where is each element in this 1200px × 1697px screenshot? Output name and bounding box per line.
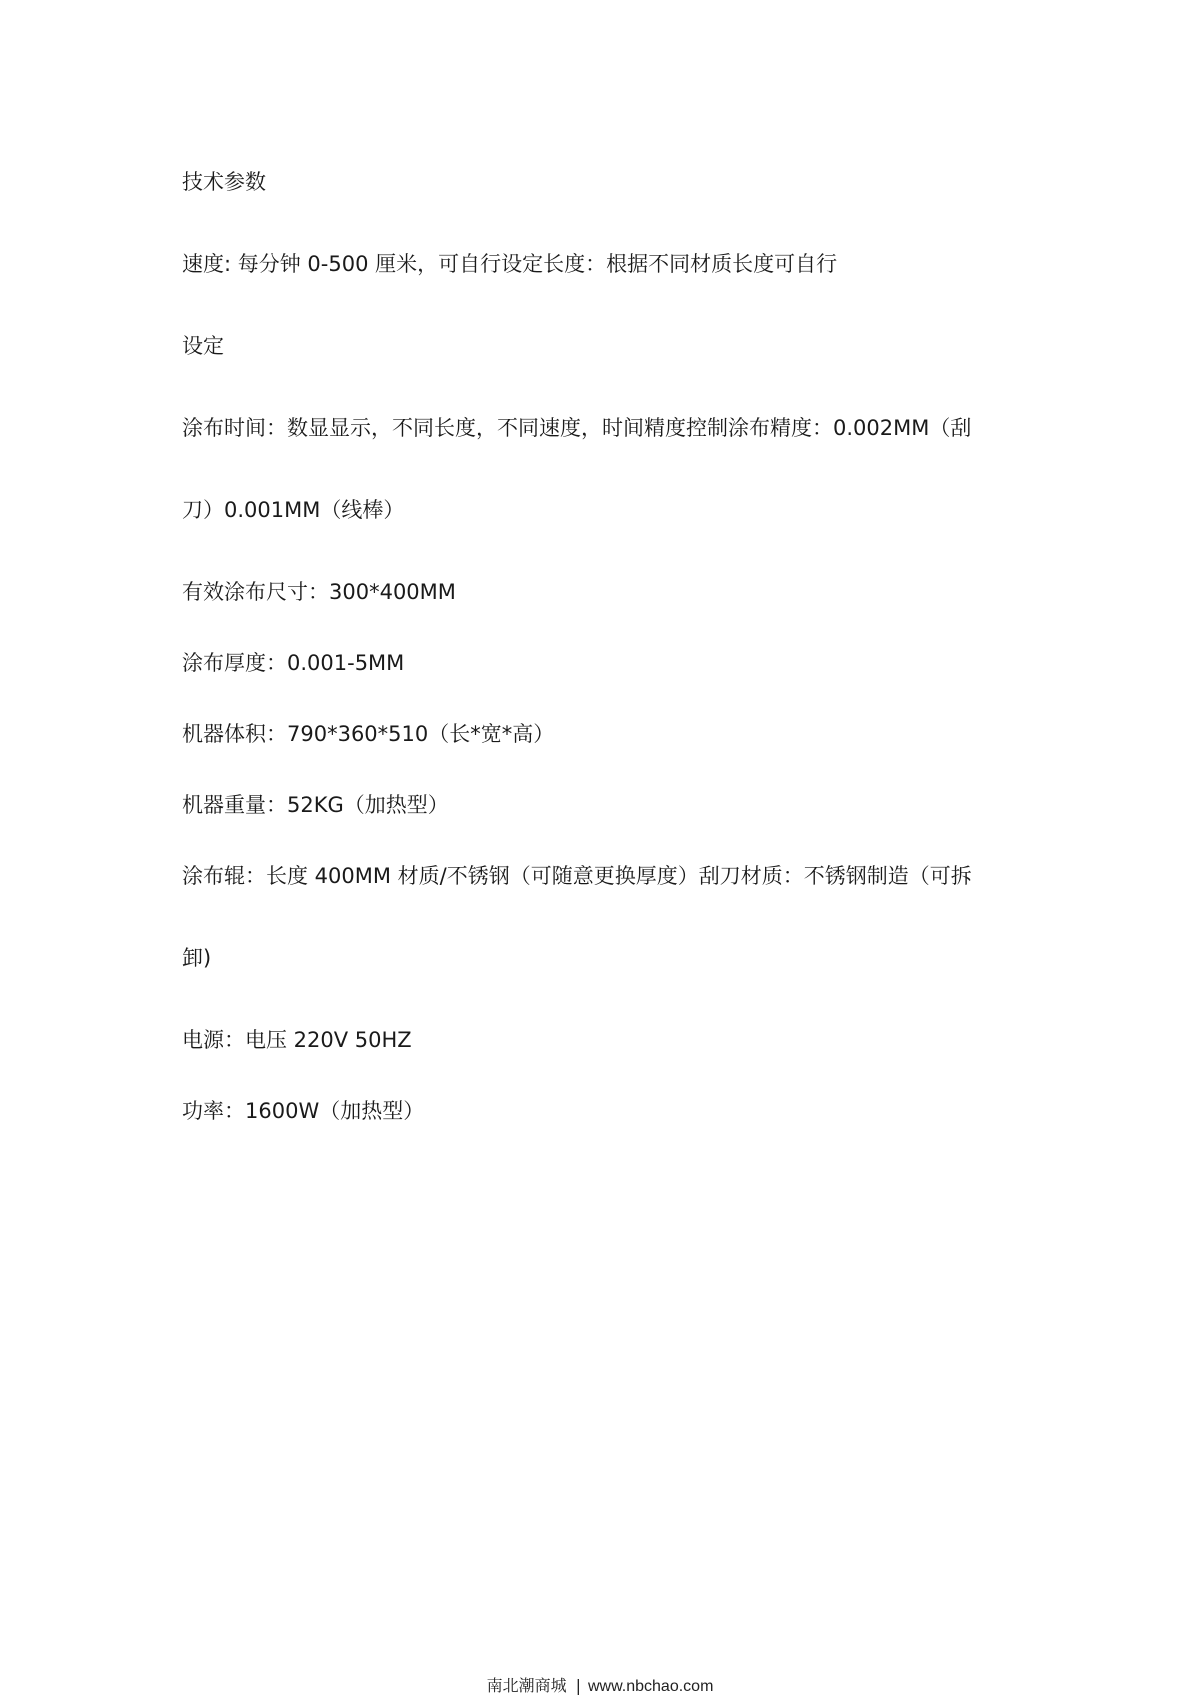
page-footer	[0, 1676, 1200, 1697]
spec-power: 功率：1600W（加热型）	[182, 1099, 425, 1123]
spec-machine-weight: 机器重量：52KG（加热型）	[182, 793, 449, 817]
footer-url: www.nbchao.com	[588, 1678, 714, 1695]
spec-coating-time: 涂布时间：数显显示，不同长度，不同速度，时间精度控制涂布精度：0.002MM（刮	[182, 416, 972, 440]
spec-coating-thickness: 涂布厚度：0.001-5MM	[182, 651, 405, 675]
spec-coating-roller: 涂布辊：长度 400MM 材质/不锈钢（可随意更换厚度）刮刀材质：不锈钢制造（可拆	[182, 864, 972, 888]
spec-coating-roller-continued: 卸)	[182, 946, 212, 970]
spec-speed: 速度: 每分钟 0-500 厘米，可自行设定长度：根据不同材质长度可自行	[182, 252, 838, 276]
footer-site-name: 南北潮商城	[486, 1676, 567, 1695]
spec-power-supply: 电源：电压 220V 50HZ	[182, 1028, 412, 1052]
footer-separator: |	[575, 1676, 581, 1695]
spec-coating-size: 有效涂布尺寸：300*400MM	[182, 580, 456, 604]
spec-coating-time-continued: 刀）0.001MM（线棒）	[182, 498, 405, 522]
spec-speed-continued: 设定	[182, 334, 224, 358]
section-heading: 技术参数	[182, 170, 266, 194]
spec-machine-volume: 机器体积：790*360*510（长*宽*高）	[182, 722, 555, 746]
